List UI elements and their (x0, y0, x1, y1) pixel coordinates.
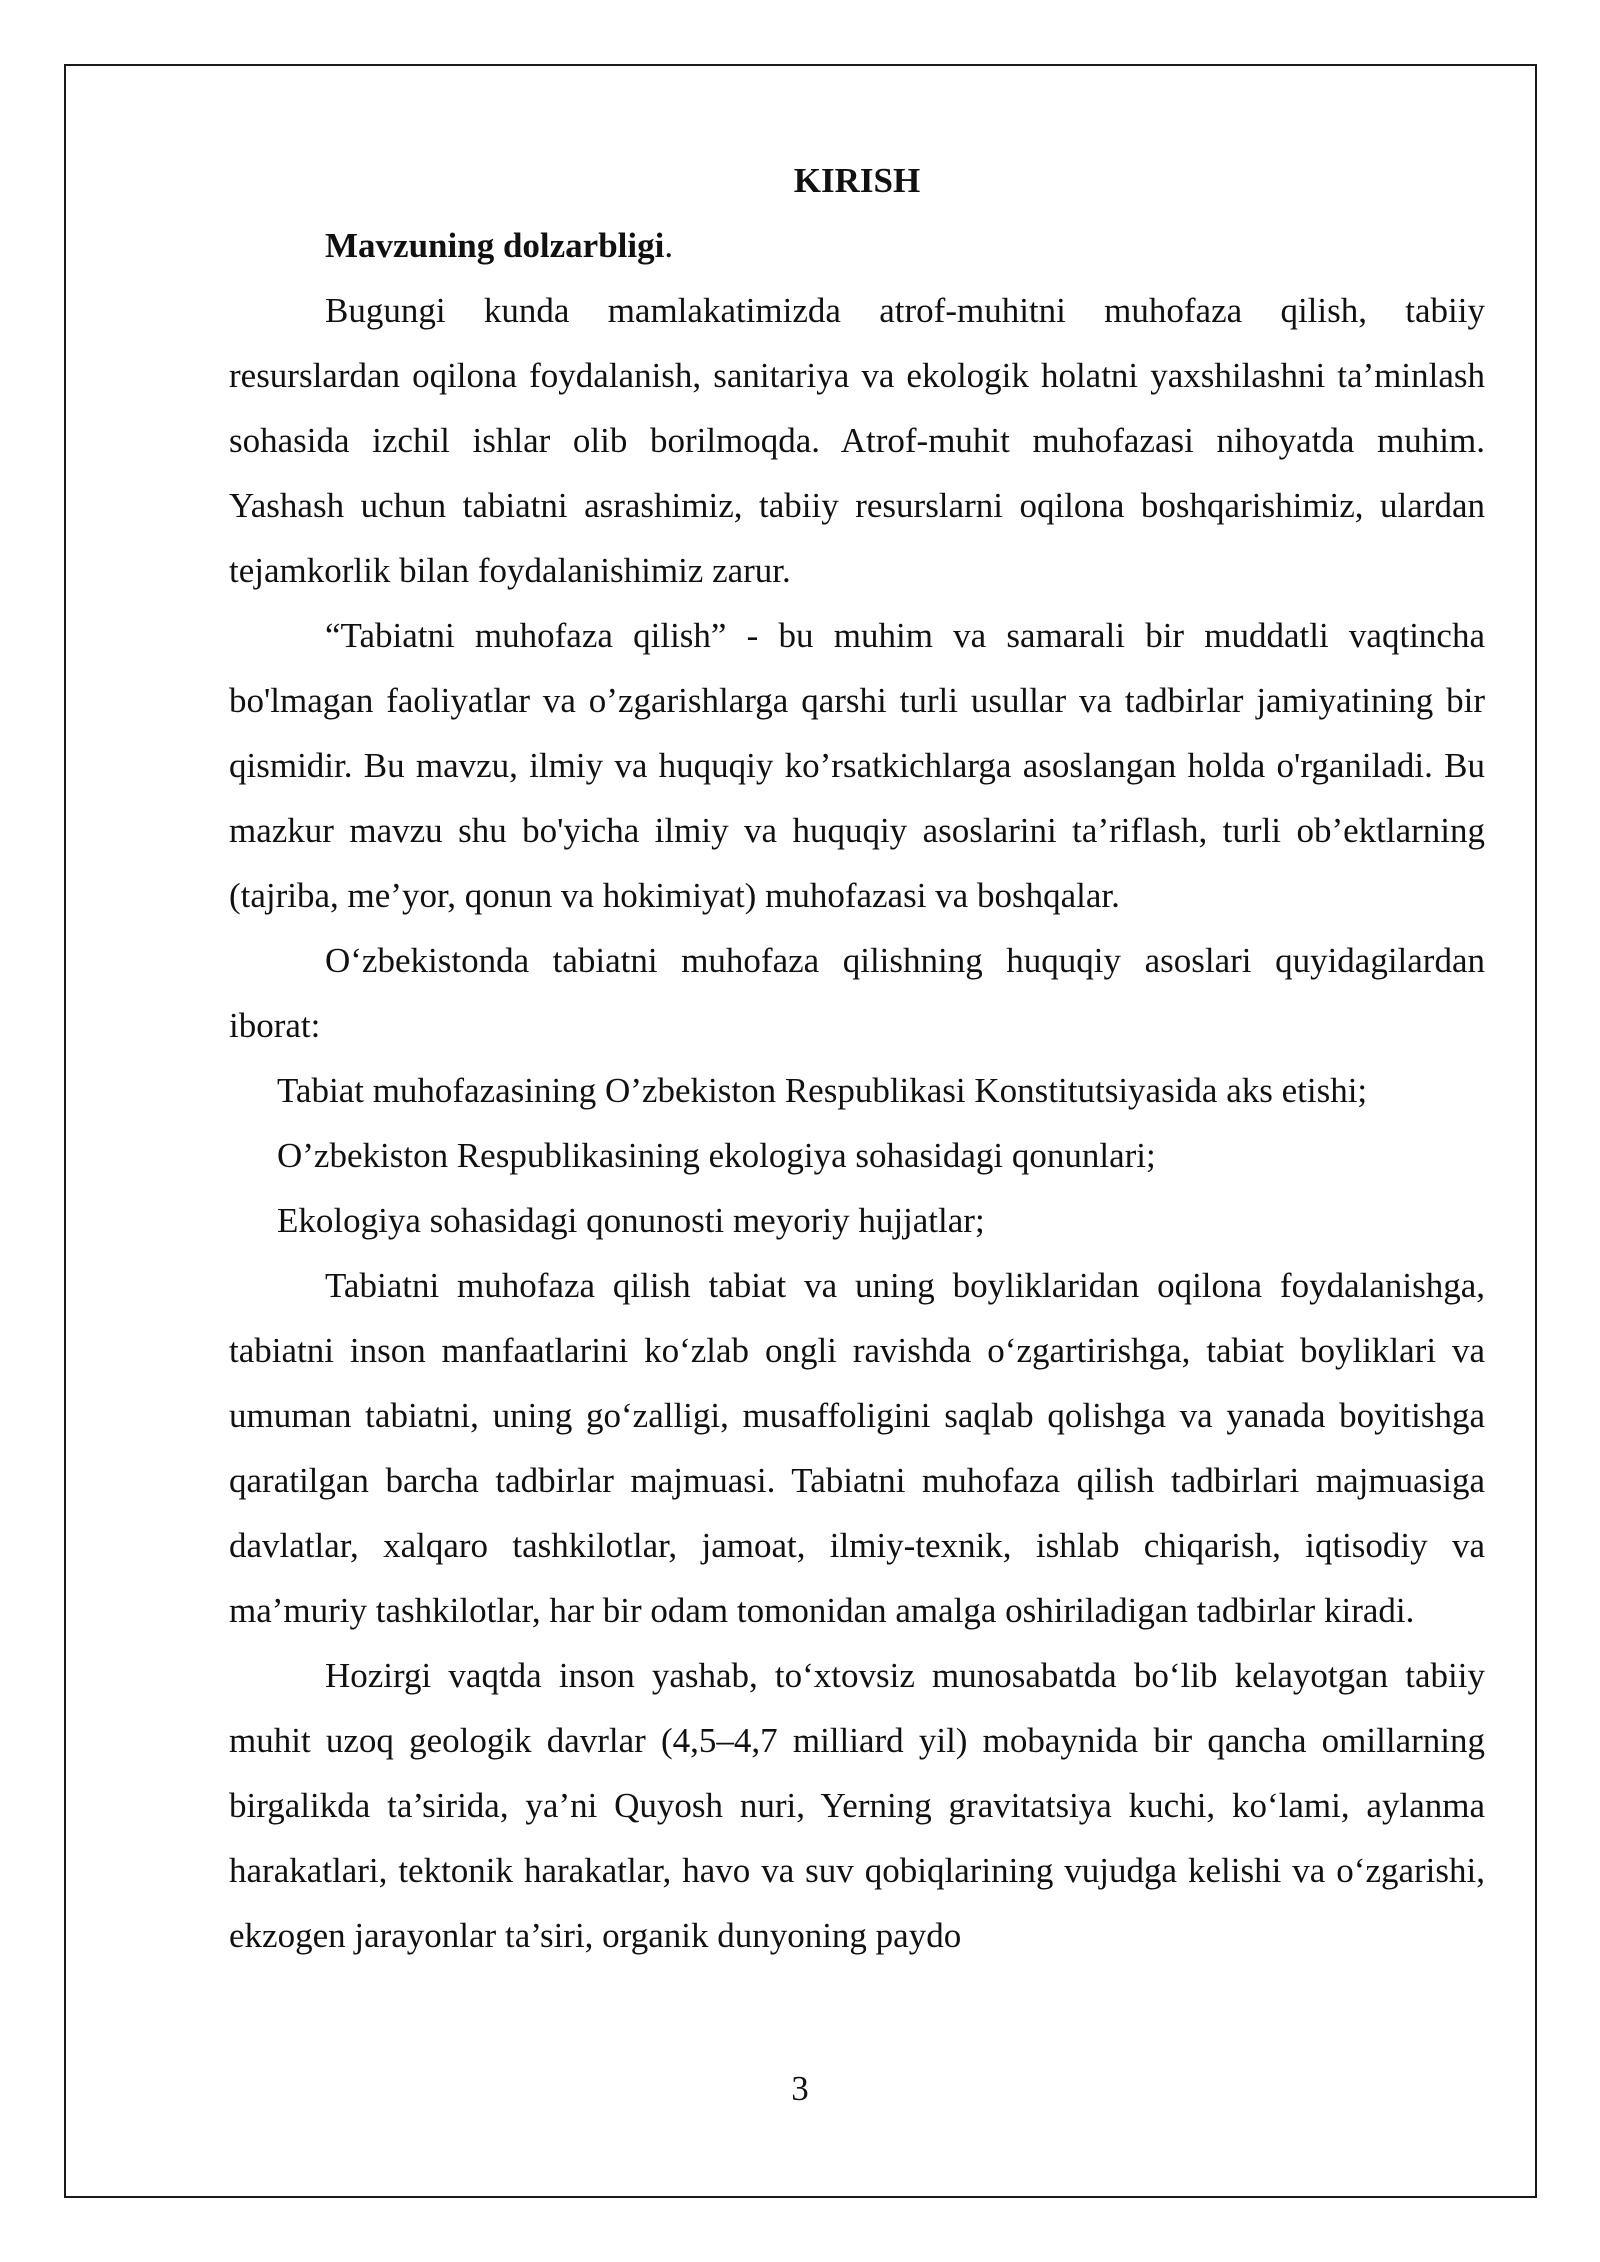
section-subheading (229, 213, 1485, 278)
list-item: Ekologiya sohasidagi qonunosti meyoriy hujjatlar; (277, 1201, 985, 1240)
list-item: Tabiat muhofazasining O’zbekiston Respublikasi Konstitutsiyasida aks etishi; (277, 1071, 1368, 1110)
legal-basis-list (229, 1058, 1485, 1253)
paragraph-1: Bugungi kunda mamlakatimizda atrof-muhitni muhofaza qilish, tabiiy resurslardan oqilona foydalanish, sanitariya va ekologik holatni yaxshilashni ta’minlash sohasida izchil ishlar olib borilmoqda. Atrof-muhit muhofazasi nihoyatda muhim. Yashash uchun tabiatni asrashimiz, tabiiy resurslarni oqilona boshqarishimiz, ulardan tejamkorlik bilan foydalanishimiz zarur. (229, 291, 1485, 590)
paragraph-3: O‘zbekistonda tabiatni muhofaza qilishning huquqiy asoslari quyidagilardan iborat: (229, 941, 1485, 1045)
list-item: O’zbekiston Respublikasining ekologiya sohasidagi qonunlari; (277, 1136, 1156, 1175)
page-number: 3 (791, 2069, 809, 2108)
paragraph-2: “Tabiatni muhofaza qilish” - bu muhim va samarali bir muddatli vaqtincha bo'lmagan faoliyatlar va o’zgarishlarga qarshi turli usullar va tadbirlar jamiyatining bir qismidir. Bu mavzu, ilmiy va huquqiy ko’rsatkichlarga asoslangan holda o'rganiladi. Bu mazkur mavzu shu bo'yicha ilmiy va huquqiy asoslarini ta’riflash, turli ob’ektlarning (tajriba, me’yor, qonun va hokimiyat) muhofazasi va boshqalar. (229, 616, 1485, 915)
document-body (229, 148, 1485, 1968)
subheading-bold-text: Mavzuning dolzarbligi (325, 226, 665, 265)
paragraph-4: Tabiatni muhofaza qilish tabiat va uning boyliklaridan oqilona foydalanishga, tabiatni inson manfaatlarini ko‘zlab ongli ravishda o‘zgartirishga, tabiat boyliklari va umuman tabiatni, uning go‘zalligi, musaffoligini saqlab qolishga va yanada boyitishga qaratilgan barcha tadbirlar majmuasi. Tabiatni muhofaza qilish tadbirlari majmuasiga davlatlar, xalqaro tashkilotlar, jamoat, ilmiy-texnik, ishlab chiqarish, iqtisodiy va ma’muriy tashkilotlar, har bir odam tomonidan amalga oshiriladigan tadbirlar kiradi. (229, 1266, 1485, 1630)
document-heading: KIRISH (793, 161, 921, 200)
subheading-period: . (664, 226, 674, 265)
paragraph-5: Hozirgi vaqtda inson yashab, to‘xtovsiz munosabatda bo‘lib kelayotgan tabiiy muhit uzoq geologik davrlar (4,5–4,7 milliard yil) mobaynida bir qancha omillarning birgalikda ta’sirida, ya’ni Quyosh nuri, Yerning gravitatsiya kuchi, ko‘lami, aylanma harakatlari, tektonik harakatlar, havo va suv qobiqlarining vujudga kelishi va o‘zgarishi, ekzogen jarayonlar ta’siri, organik dunyoning paydo (229, 1656, 1485, 1955)
